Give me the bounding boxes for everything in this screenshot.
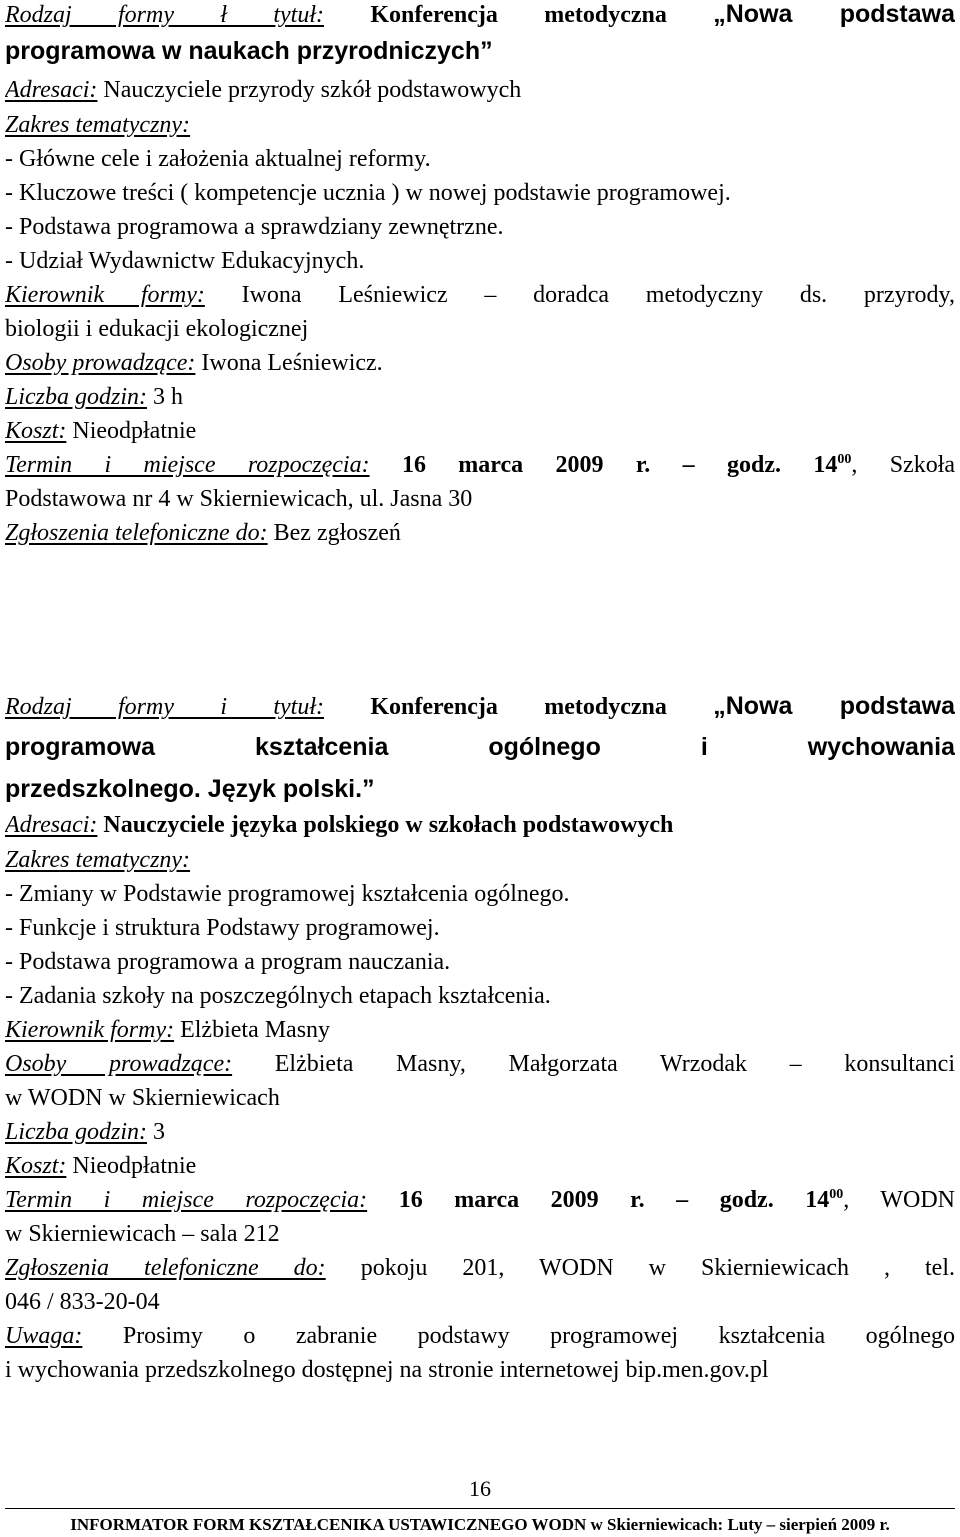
- entry1-cost-label: Koszt:: [5, 418, 67, 444]
- entry2-term-place: , WODN: [843, 1187, 955, 1213]
- entry1-phone: Bez zgłoszeń: [273, 520, 401, 546]
- footer-divider: [5, 1508, 955, 1509]
- entry2-title-end: przedszkolnego. Język polski.”: [5, 775, 375, 803]
- entry2-scope-item: - Funkcje i struktura Podstawy programowej.: [5, 915, 440, 941]
- entry2-term-label: Termin i miejsce rozpoczęcia:: [5, 1187, 368, 1213]
- entry2-head-label: Kierownik formy:: [5, 1017, 175, 1043]
- entry1-head-line2: biologii i edukacji ekologicznej: [5, 316, 309, 342]
- entry1-head: Iwona Leśniewicz – doradca metodyczny ds. przyrody,: [241, 282, 955, 308]
- entry2-phone-label: Zgłoszenia telefoniczne do:: [5, 1255, 326, 1281]
- entry1-cost-line: [5, 414, 955, 448]
- entry1-title-line: [5, 34, 955, 69]
- entry2-addressees-label: Adresaci:: [5, 812, 98, 838]
- entry2-title-start: „Nowa podstawa: [713, 692, 955, 720]
- entry1-cost: Nieodpłatnie: [72, 418, 197, 444]
- entry1-phone-line: [5, 516, 955, 550]
- entry2-note-label: Uwaga:: [5, 1323, 83, 1349]
- entry2-title-line: [5, 730, 955, 765]
- entry1-scope-item: - Udział Wydawnictw Edukacyjnych.: [5, 248, 365, 274]
- entry2-scope-label: Zakres tematyczny:: [5, 847, 191, 873]
- entry1-form-type: Konferencja metodyczna: [370, 2, 667, 28]
- entry2-cost: Nieodpłatnie: [72, 1153, 197, 1179]
- entry1-hours: 3 h: [153, 384, 184, 410]
- entry2-addressees-line: [5, 808, 955, 842]
- entry1-title-end: programowa w naukach przyrodniczych”: [5, 37, 493, 65]
- entry2-form-label: Rodzaj formy i tytuł:: [5, 694, 325, 720]
- entry2-phone: pokoju 201, WODN w Skierniewicach , tel.: [360, 1255, 955, 1281]
- entry1-scope-item: - Podstawa programowa a sprawdziany zewnętrzne.: [5, 214, 504, 240]
- entry1-leaders-label: Osoby prowadzące:: [5, 350, 196, 376]
- entry2-head-line: [5, 1013, 955, 1047]
- entry2-leaders-line2: w WODN w Skierniewicach: [5, 1085, 280, 1111]
- entry1-head-label: Kierownik formy:: [5, 282, 205, 308]
- entry1-addressees: Nauczyciele przyrody szkół podstawowych: [103, 77, 522, 103]
- entry2-phone-line: [5, 1251, 955, 1285]
- entry1-form-label: Rodzaj formy ł tytuł:: [5, 2, 325, 28]
- entry2-cost-line: [5, 1149, 955, 1183]
- entry1-form-line: [5, 0, 955, 32]
- entry2-hours: 3: [153, 1119, 166, 1145]
- entry1-head-line: [5, 278, 955, 312]
- entry1-term-date: 16 marca 2009 r. – godz. $14^{00}$: [401, 452, 852, 478]
- entry1-phone-label: Zgłoszenia telefoniczne do:: [5, 520, 268, 546]
- entry2-title-middle: programowa kształcenia ogólnego i wychowania: [5, 733, 955, 761]
- entry1-scope-label-line: [5, 108, 955, 142]
- entry2-cost-label: Koszt:: [5, 1153, 67, 1179]
- page-number: 16: [469, 1476, 491, 1501]
- entry1-leaders-line: [5, 346, 955, 380]
- entry1-scope-label: Zakres tematyczny:: [5, 112, 191, 138]
- entry2-scope-item: - Zadania szkoły na poszczególnych etapach kształcenia.: [5, 983, 551, 1009]
- entry2-scope-item: - Zmiany w Podstawie programowej kształcenia ogólnego.: [5, 881, 570, 907]
- entry1-hours-line: [5, 380, 955, 414]
- entry2-term-date: 16 marca 2009 r. – godz. $14^{00}$: [398, 1187, 844, 1213]
- entry1-term-line: [5, 448, 955, 482]
- entry2-term-place-line2: w Skierniewicach – sala 212: [5, 1221, 280, 1247]
- entry2-leaders: Elżbieta Masny, Małgorzata Wrzodak – konsultanci: [274, 1051, 955, 1077]
- entry1-term-place: , Szkoła: [851, 452, 955, 478]
- entry2-note-line2: i wychowania przedszkolnego dostępnej na stronie internetowej bip.men.gov.pl: [5, 1357, 769, 1383]
- entry2-head: Elżbieta Masny: [180, 1017, 331, 1043]
- entry2-note: Prosimy o zabranie podstawy programowej kształcenia ogólnego: [122, 1323, 955, 1349]
- entry2-phone-line2: 046 / 833-20-04: [5, 1289, 160, 1315]
- entry2-title-line3: [5, 772, 955, 807]
- entry2-form-type: Konferencja metodyczna: [370, 694, 667, 720]
- entry2-leaders-line: [5, 1047, 955, 1081]
- page-footer: INFORMATOR FORM KSZTAŁCENIKA USTAWICZNEGO WODN w Skierniewicach: Luty – sierpień 2009 r.: [70, 1515, 890, 1534]
- entry2-leaders-label: Osoby prowadzące:: [5, 1051, 233, 1077]
- entry2-hours-line: [5, 1115, 955, 1149]
- entry1-term-label: Termin i miejsce rozpoczęcia:: [5, 452, 370, 478]
- entry2-scope-item: - Podstawa programowa a program nauczania.: [5, 949, 451, 975]
- entry2-note-line: [5, 1319, 955, 1353]
- entry1-term-place-line2: Podstawowa nr 4 w Skierniewicach, ul. Jasna 30: [5, 486, 473, 512]
- entry1-hours-label: Liczba godzin:: [5, 384, 148, 410]
- entry1-scope-item: - Główne cele i założenia aktualnej reformy.: [5, 146, 431, 172]
- entry1-leaders: Iwona Leśniewicz.: [201, 350, 383, 376]
- entry1-addressees-label: Adresaci:: [5, 77, 98, 103]
- entry2-hours-label: Liczba godzin:: [5, 1119, 148, 1145]
- entry1-scope-item: - Kluczowe treści ( kompetencje ucznia ) w nowej podstawie programowej.: [5, 180, 731, 206]
- entry2-addressees: Nauczyciele języka polskiego w szkołach podstawowych: [103, 812, 674, 838]
- entry2-term-line: [5, 1183, 955, 1217]
- entry2-scope-label-line: [5, 843, 955, 877]
- entry1-addressees-line: [5, 73, 955, 107]
- entry1-title-start: „Nowa podstawa: [713, 0, 955, 28]
- entry2-form-line: [5, 689, 955, 724]
